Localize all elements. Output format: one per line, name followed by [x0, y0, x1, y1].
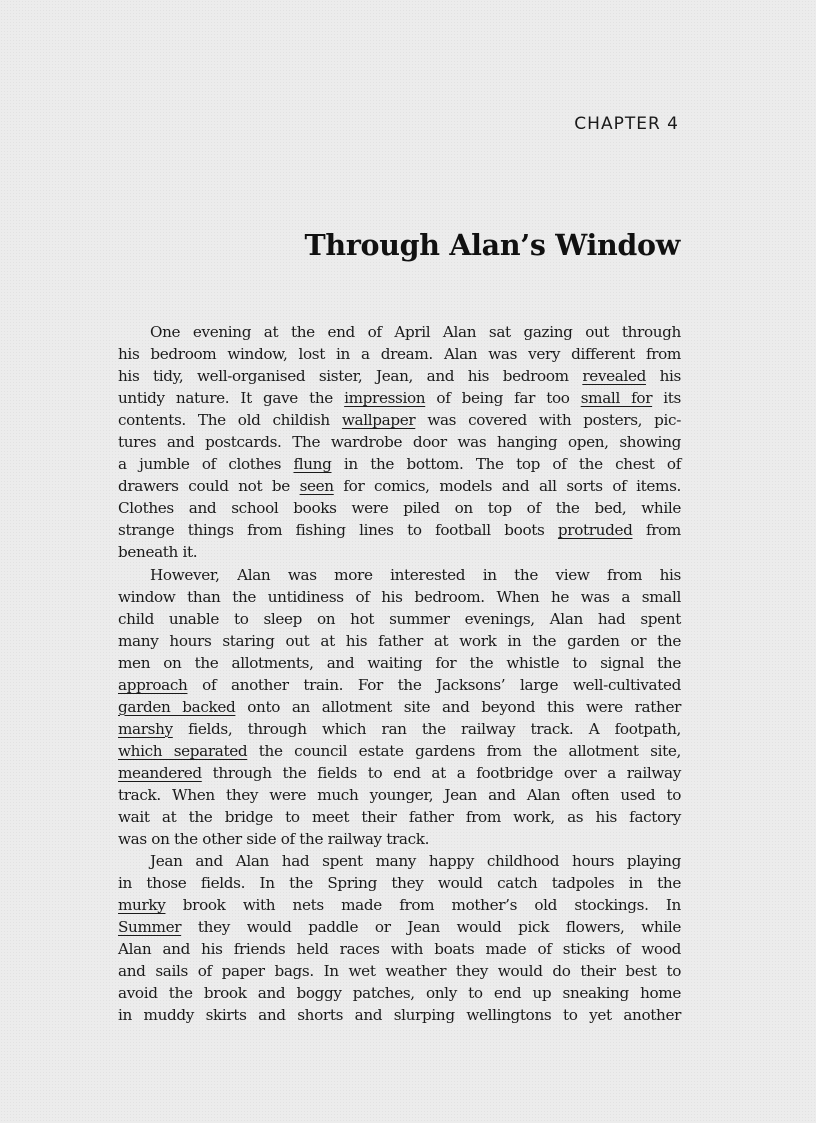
text-line — [118, 343, 681, 365]
text-line — [118, 696, 681, 718]
text-line — [118, 938, 681, 960]
text-line — [118, 409, 681, 431]
underlined-word: marshy — [118, 719, 173, 738]
text-line — [118, 475, 681, 497]
text-segment: However, Alan was more interested in the view from his — [150, 565, 681, 584]
underlined-word: small for — [580, 389, 653, 408]
text-segment: in muddy skirts and shorts and slurping wellingtons to yet another — [118, 1006, 681, 1025]
text-segment: his — [645, 367, 681, 386]
text-segment: from — [632, 521, 681, 540]
text-segment: child unable to sleep on hot summer evenings, Alan had spent — [118, 609, 681, 628]
text-line — [118, 564, 681, 586]
text-line — [118, 365, 681, 387]
text-segment: in the bottom. The top of the chest of — [331, 455, 682, 474]
text-line — [118, 431, 681, 453]
text-line — [118, 960, 681, 982]
underlined-word: seen — [299, 477, 334, 496]
text-segment: men on the allotments, and waiting for the whistle to signal the — [118, 653, 681, 672]
underlined-word: murky — [118, 896, 166, 915]
text-segment: they would paddle or Jean would pick flowers, while — [181, 918, 681, 937]
text-line — [118, 872, 681, 894]
text-line — [118, 1004, 681, 1026]
text-segment: Alan and his friends held races with boats made of sticks of wood — [118, 940, 681, 959]
text-segment: One evening at the end of April Alan sat gazing out through — [150, 323, 681, 341]
text-segment: of another train. For the Jacksons’ large well-cultivated — [187, 675, 681, 694]
text-segment: a jumble of clothes — [118, 455, 294, 474]
text-line — [118, 674, 681, 696]
underlined-word: Summer — [118, 918, 182, 937]
text-segment: many hours staring out at his father at work in the garden or the — [118, 631, 681, 650]
text-line — [118, 718, 681, 740]
text-segment: wait at the bridge to meet their father from work, as his factory — [118, 808, 681, 827]
text-segment: fields, through which ran the railway track. A footpath, — [172, 719, 681, 738]
underlined-word: revealed — [582, 367, 646, 386]
text-segment: his tidy, well-organised sister, Jean, and his bedroom — [118, 367, 583, 386]
text-segment: Clothes and school books were piled on top of the bed, while — [118, 499, 681, 518]
text-line — [118, 828, 681, 850]
text-line — [118, 453, 681, 475]
text-segment: beneath it. — [118, 543, 198, 562]
text-segment: contents. The old childish — [118, 411, 342, 430]
text-line — [118, 519, 681, 541]
underlined-word: approach — [118, 675, 188, 694]
text-line — [118, 916, 681, 938]
underlined-word: meandered — [118, 763, 202, 782]
underlined-word: wallpaper — [341, 411, 416, 430]
text-segment: onto an allotment site and beyond this were rather — [235, 697, 681, 716]
chapter-label: CHAPTER 4 — [574, 114, 679, 134]
text-segment: the council estate gardens from the allotment site, — [247, 741, 681, 760]
text-segment: Jean and Alan had spent many happy childhood hours playing — [150, 852, 681, 871]
text-line — [118, 586, 681, 608]
text-segment: drawers could not be — [118, 477, 300, 496]
text-segment: for comics, models and all sorts of items. — [333, 477, 681, 496]
text-segment: brook with nets made from mother’s old stockings. In — [165, 896, 681, 915]
underlined-word: protruded — [557, 521, 633, 540]
underlined-word: garden backed — [118, 697, 236, 716]
text-segment: was covered with posters, pic- — [415, 411, 681, 430]
text-line — [118, 387, 681, 409]
text-segment: was on the other side of the railway track. — [118, 830, 430, 849]
text-line — [118, 762, 681, 784]
text-segment: his bedroom window, lost in a dream. Alan was very different from — [118, 345, 681, 364]
text-line — [118, 806, 681, 828]
chapter-title: Through Alan’s Window — [304, 228, 680, 262]
text-segment: track. When they were much younger, Jean and Alan often used to — [118, 785, 681, 804]
text-segment: tures and postcards. The wardrobe door was hanging open, showing — [118, 433, 681, 452]
text-segment: untidy nature. It gave the — [118, 389, 345, 408]
text-segment: avoid the brook and boggy patches, only to end up sneaking home — [118, 984, 681, 1003]
body-text — [118, 321, 681, 1027]
text-segment: window than the untidiness of his bedroom. When he was a small — [118, 587, 681, 606]
text-line — [118, 321, 681, 343]
text-segment: of being far too — [425, 389, 581, 408]
text-segment: strange things from fishing lines to football boots — [118, 521, 558, 540]
text-line — [118, 894, 681, 916]
underlined-word: flung — [293, 455, 332, 474]
text-segment: its — [652, 389, 681, 408]
text-line — [118, 740, 681, 762]
text-line — [118, 541, 681, 563]
text-line — [118, 784, 681, 806]
text-line — [118, 497, 681, 519]
text-line — [118, 608, 681, 630]
text-segment: through the fields to end at a footbridge over a railway — [201, 763, 681, 782]
text-line — [118, 850, 681, 872]
text-line — [118, 652, 681, 674]
underlined-word: which separated — [118, 741, 248, 760]
text-line — [118, 630, 681, 652]
underlined-word: impression — [344, 389, 426, 408]
text-segment: in those fields. In the Spring they would catch tadpoles in the — [118, 874, 681, 893]
text-segment: and sails of paper bags. In wet weather they would do their best to — [118, 962, 681, 981]
text-line — [118, 982, 681, 1004]
